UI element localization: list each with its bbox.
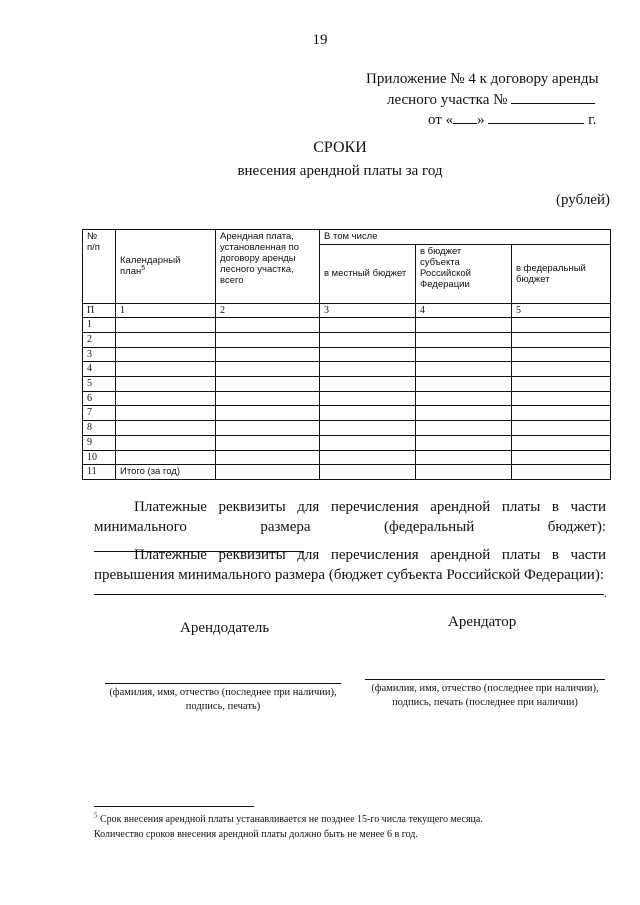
calendar-plan-cell [116, 347, 216, 362]
amount-cell [320, 318, 416, 333]
amount-cell [416, 450, 512, 465]
appendix-title: Приложение № 4 к договору аренды [366, 71, 599, 87]
amount-cell [320, 406, 416, 421]
calendar-plan-cell [116, 450, 216, 465]
amount-cell [216, 391, 320, 406]
table-row [83, 450, 611, 465]
row-number: 1 [83, 318, 116, 333]
amount-cell [512, 391, 611, 406]
amount-cell [216, 362, 320, 377]
amount-cell [512, 332, 611, 347]
amount-cell [416, 406, 512, 421]
column-number: 1 [116, 303, 216, 318]
amount-cell [416, 318, 512, 333]
amount-cell [512, 465, 611, 480]
footnote-separator [94, 806, 254, 807]
row-number: 3 [83, 347, 116, 362]
column-number: 4 [416, 303, 512, 318]
parcel-number-blank [511, 89, 595, 104]
column-number: 3 [320, 303, 416, 318]
table-row [83, 347, 611, 362]
row-number: 2 [83, 332, 116, 347]
calendar-plan-cell: Итого (за год) [116, 465, 216, 480]
date-suffix: г. [588, 112, 597, 128]
row-number: 5 [83, 377, 116, 392]
amount-cell [320, 347, 416, 362]
calendar-plan-cell [116, 435, 216, 450]
header-rent-total: Арендная плата, установленная по договору аренды лесного участка, всего [216, 230, 320, 304]
document-title: СРОКИ [313, 139, 367, 156]
amount-cell [216, 406, 320, 421]
row-number: 9 [83, 435, 116, 450]
table-row [83, 465, 611, 480]
payment-schedule-table [82, 229, 611, 480]
amount-cell [512, 450, 611, 465]
amount-cell [512, 347, 611, 362]
amount-cell [512, 362, 611, 377]
lessor-signature-line [105, 683, 341, 684]
amount-cell [320, 450, 416, 465]
amount-cell [320, 465, 416, 480]
amount-cell [320, 435, 416, 450]
table-row [83, 406, 611, 421]
amount-cell [416, 362, 512, 377]
day-blank [453, 109, 477, 124]
subject-details-blank [94, 594, 604, 595]
amount-cell [512, 318, 611, 333]
footnote-ref-5: 5 [141, 265, 146, 273]
lessee-signature-line [365, 679, 605, 680]
amount-cell [512, 377, 611, 392]
month-year-blank [488, 109, 584, 124]
payment-details-subject: Платежные реквизиты для перечисления арендной платы в части превышения минимального размера (бюджет субъекта Российской Федерации): [94, 547, 606, 583]
amount-cell [416, 465, 512, 480]
amount-cell [416, 435, 512, 450]
table-row [83, 421, 611, 436]
header-federal-budget: в федеральный бюджет [512, 244, 611, 303]
amount-cell [320, 377, 416, 392]
lessor-signature-caption: (фамилия, имя, отчество (последнее при наличии), подпись, печать) [109, 687, 337, 712]
calendar-plan-cell [116, 332, 216, 347]
date-prefix: от « [428, 112, 454, 128]
amount-cell [216, 377, 320, 392]
column-number: 5 [512, 303, 611, 318]
row-number: 7 [83, 406, 116, 421]
appendix-line-1 [366, 69, 599, 89]
calendar-plan-cell [116, 391, 216, 406]
amount-cell [416, 332, 512, 347]
amount-cell [216, 465, 320, 480]
table-row [83, 332, 611, 347]
currency-unit: (рублей) [555, 192, 610, 208]
amount-cell [216, 450, 320, 465]
calendar-plan-cell [116, 318, 216, 333]
column-number: П [83, 303, 116, 318]
lessor-label: Арендодатель [180, 620, 270, 636]
row-number: 11 [83, 465, 116, 480]
header-local-budget: в местный бюджет [320, 244, 416, 303]
amount-cell [512, 421, 611, 436]
lessee-signature-caption: (фамилия, имя, отчество (последнее при наличии), подпись, печать (последнее при наличии) [371, 683, 599, 708]
amount-cell [216, 318, 320, 333]
column-numbering-row [83, 303, 611, 318]
row-number: 6 [83, 391, 116, 406]
amount-cell [320, 362, 416, 377]
amount-cell [416, 421, 512, 436]
header-row-number: № п/п [83, 230, 116, 304]
appendix-line-3 [428, 109, 596, 130]
appendix-line-2 [387, 89, 595, 110]
row-number: 8 [83, 421, 116, 436]
amount-cell [416, 391, 512, 406]
row-number: 4 [83, 362, 116, 377]
calendar-plan-cell [116, 362, 216, 377]
amount-cell [216, 435, 320, 450]
amount-cell [512, 435, 611, 450]
amount-cell [216, 332, 320, 347]
amount-cell [512, 406, 611, 421]
table-row [83, 362, 611, 377]
lessee-label: Арендатор [448, 614, 517, 630]
row-number: 10 [83, 450, 116, 465]
table-row [83, 377, 611, 392]
amount-cell [320, 332, 416, 347]
amount-cell [320, 391, 416, 406]
amount-cell [416, 347, 512, 362]
header-including: В том числе [320, 230, 611, 245]
appendix-parcel-label: лесного участка № [387, 92, 508, 108]
amount-cell [320, 421, 416, 436]
header-subject-budget: в бюджет субъекта Российской Федерации [416, 244, 512, 303]
table-row [83, 435, 611, 450]
header-calendar-plan: Календарный план$^5$ [116, 230, 216, 304]
schedule-rows [83, 318, 611, 480]
calendar-plan-cell [116, 377, 216, 392]
payment-details-federal: Платежные реквизиты для перечисления арендной платы в части минимального размера (федеральный бюджет): [94, 497, 606, 558]
amount-cell [416, 377, 512, 392]
amount-cell [216, 421, 320, 436]
amount-cell [216, 347, 320, 362]
document-subtitle: внесения арендной платы за год [237, 163, 443, 179]
date-quote-close: » [477, 112, 485, 128]
table-row [83, 318, 611, 333]
table-row [83, 391, 611, 406]
page-number: 19 [312, 32, 328, 48]
calendar-plan-cell [116, 421, 216, 436]
column-number: 2 [216, 303, 320, 318]
footnote: $^5$ Срок внесения арендной платы устанавливается не позднее 15-го числа текущего месяца. Количество сроков внесения арендной платы должно быть не менее 6 в год. [94, 811, 483, 840]
calendar-plan-cell [116, 406, 216, 421]
